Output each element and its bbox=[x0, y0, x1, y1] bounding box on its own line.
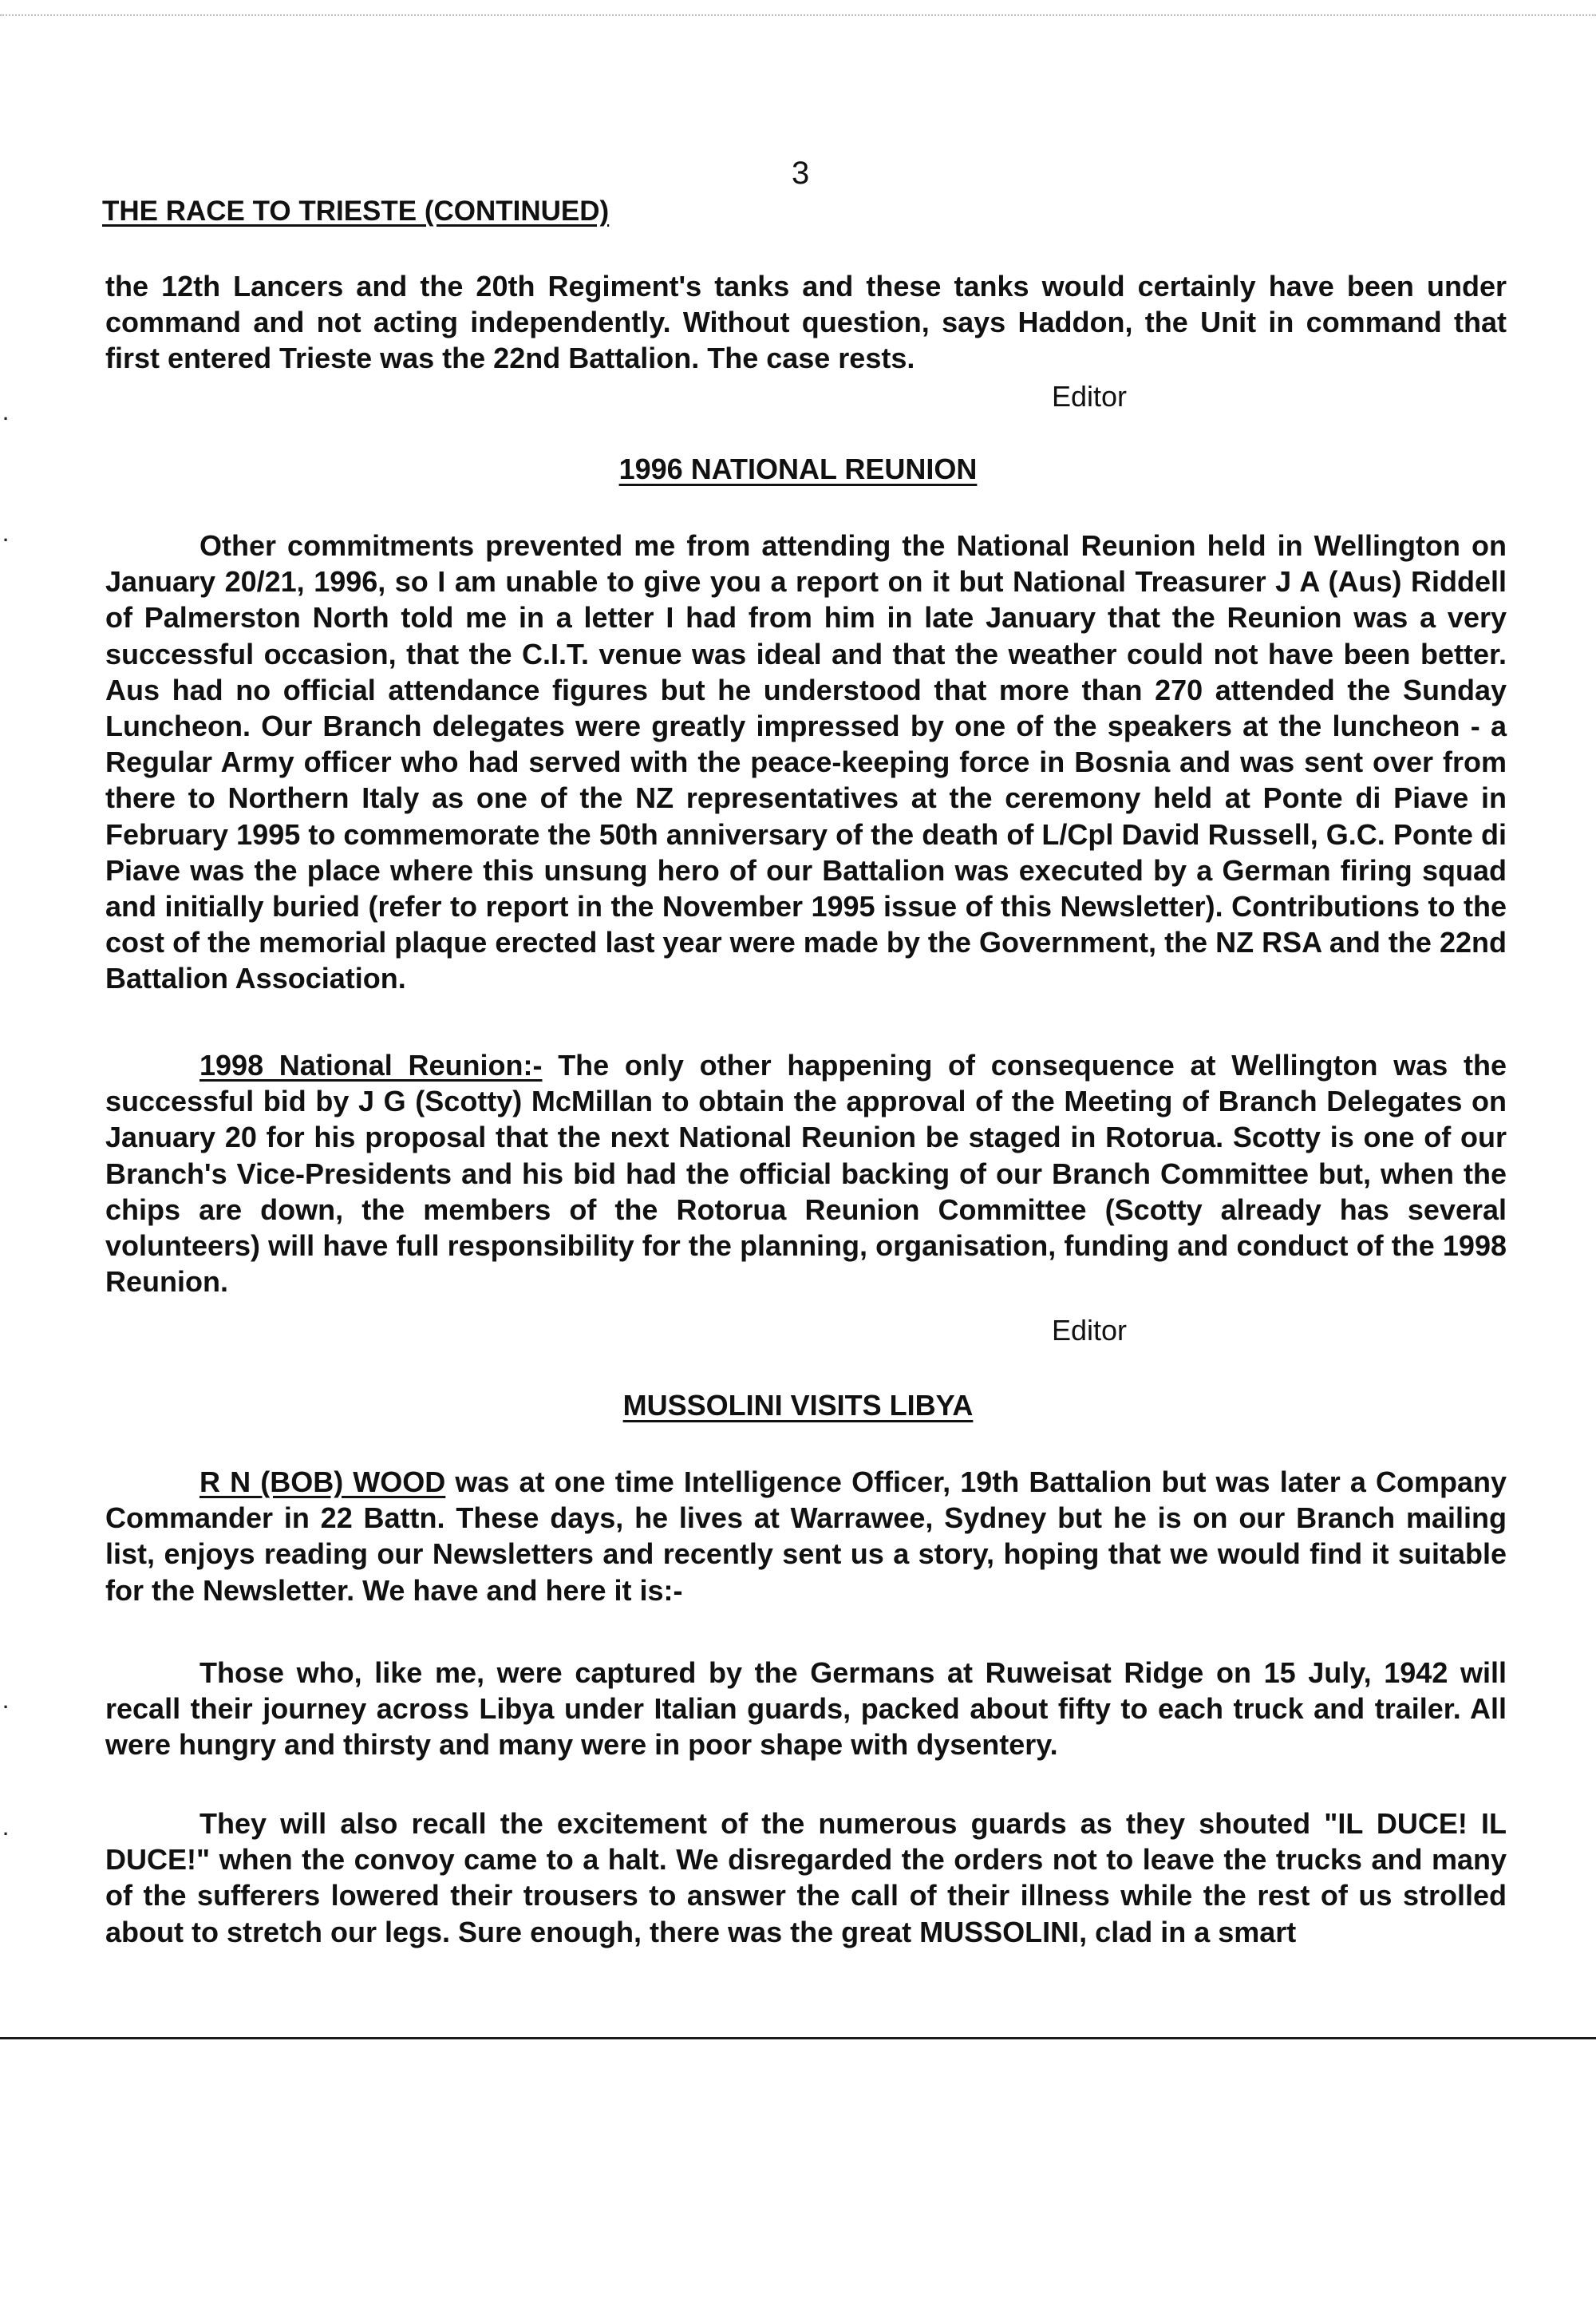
trieste-continued-paragraph: the 12th Lancers and the 20th Regiment's tanks and these tanks would certainly have been under command and not acting independently. Without question, says Haddon, the Unit in command that first entered Trieste was the 22nd Battalion. The case rests. bbox=[105, 270, 1507, 375]
reunion-1998-text: The only other happening of consequence at Wellington was the successful bid by J G (Scotty) McMillan to obtain the approval of the Meeting of Branch Delegates on January 20 for his proposal that the next National Reunion be staged in Rotorua. Scotty is one of our Branch's Vice-Presidents and his bid had the official backing of our Branch Committee but, when the chips are down, the members of the Rotorua Reunion Committee (Scotty already has several volunteers) will have full responsibility for the planning, organisation, funding and conduct of the 1998 Reunion. bbox=[105, 1049, 1507, 1299]
editor-signature: Editor bbox=[1052, 1314, 1128, 1347]
section-heading-mussolini: MUSSOLINI VISITS LIBYA bbox=[622, 1389, 974, 1422]
reunion-1998-subheading: 1998 National Reunion:- bbox=[200, 1049, 543, 1082]
page-bottom-rule bbox=[0, 2037, 1596, 2039]
author-name: R N (BOB) WOOD bbox=[200, 1465, 446, 1498]
margin-speck: · bbox=[3, 1824, 10, 1844]
margin-speck: · bbox=[3, 1697, 10, 1717]
mussolini-paragraph-2: Those who, like me, were captured by the Germans at Ruweisat Ridge on 15 July, 1942 will recall their journey across Libya under Italian guards, packed about fifty to each truck and trailer. All were hungry and thirsty and many were in poor shape with dysentery. bbox=[105, 1656, 1507, 1762]
reunion-1998-paragraph bbox=[105, 1047, 1507, 1299]
page-number: 3 bbox=[792, 156, 810, 191]
running-head: THE RACE TO TRIESTE (CONTINUED) bbox=[102, 196, 610, 227]
mussolini-intro-text: was at one time Intelligence Officer, 19th Battalion but was later a Company Commander in 22 Battn. These days, he lives at Warrawee, Sydney but he is on our Branch mailing list, enjoys reading our Newsletters and recently sent us a story, hoping that we would find it suitable for the Newsletter. We have and here it is:- bbox=[105, 1465, 1507, 1607]
mussolini-paragraph-3: They will also recall the excitement of the numerous guards as they shouted "IL DUCE! IL DUCE!" when the convoy came to a halt. We disregarded the orders not to leave the trucks and many of the sufferers lowered their trousers to answer the call of their illness while the rest of us strolled about to stretch our legs. Sure enough, there was the great MUSSOLINI, clad in a smart bbox=[105, 1807, 1507, 1948]
scan-edge-line bbox=[0, 14, 1596, 16]
margin-speck: · bbox=[3, 530, 10, 550]
section-heading-1996-reunion: 1996 NATIONAL REUNION bbox=[618, 453, 978, 485]
editor-signature: Editor bbox=[1052, 380, 1128, 413]
margin-speck: · bbox=[3, 409, 10, 429]
mussolini-intro-paragraph bbox=[105, 1464, 1507, 1608]
reunion-1996-paragraph: Other commitments prevented me from attending the National Reunion held in Wellington on January 20/21, 1996, so I am unable to give you a report on it but National Treasurer J A (Aus) Riddell of Palmerston North told me in a letter I had from him in late January that the Reunion was a very successful occasion, that the C.I.T. venue was ideal and that the weather could not have been better. Aus had no official attendance figures but he understood that more than 270 attended the Sunday Luncheon. Our Branch delegates were greatly impressed by one of the speakers at the luncheon - a Regular Army officer who had served with the peace-keeping force in Bosnia and was sent over from there to Northern Italy as one of the NZ representatives at the ceremony held at Ponte di Piave in February 1995 to commemorate the 50th anniversary of the death of L/Cpl David Russell, G.C. Ponte di Piave was the place where this unsung hero of our Battalion was executed by a German firing squad and initially buried (refer to report in the November 1995 issue of this Newsletter). Contributions to the cost of the memorial plaque erected last year were made by the Government, the NZ RSA and the 22nd Battalion Association. bbox=[105, 529, 1507, 995]
